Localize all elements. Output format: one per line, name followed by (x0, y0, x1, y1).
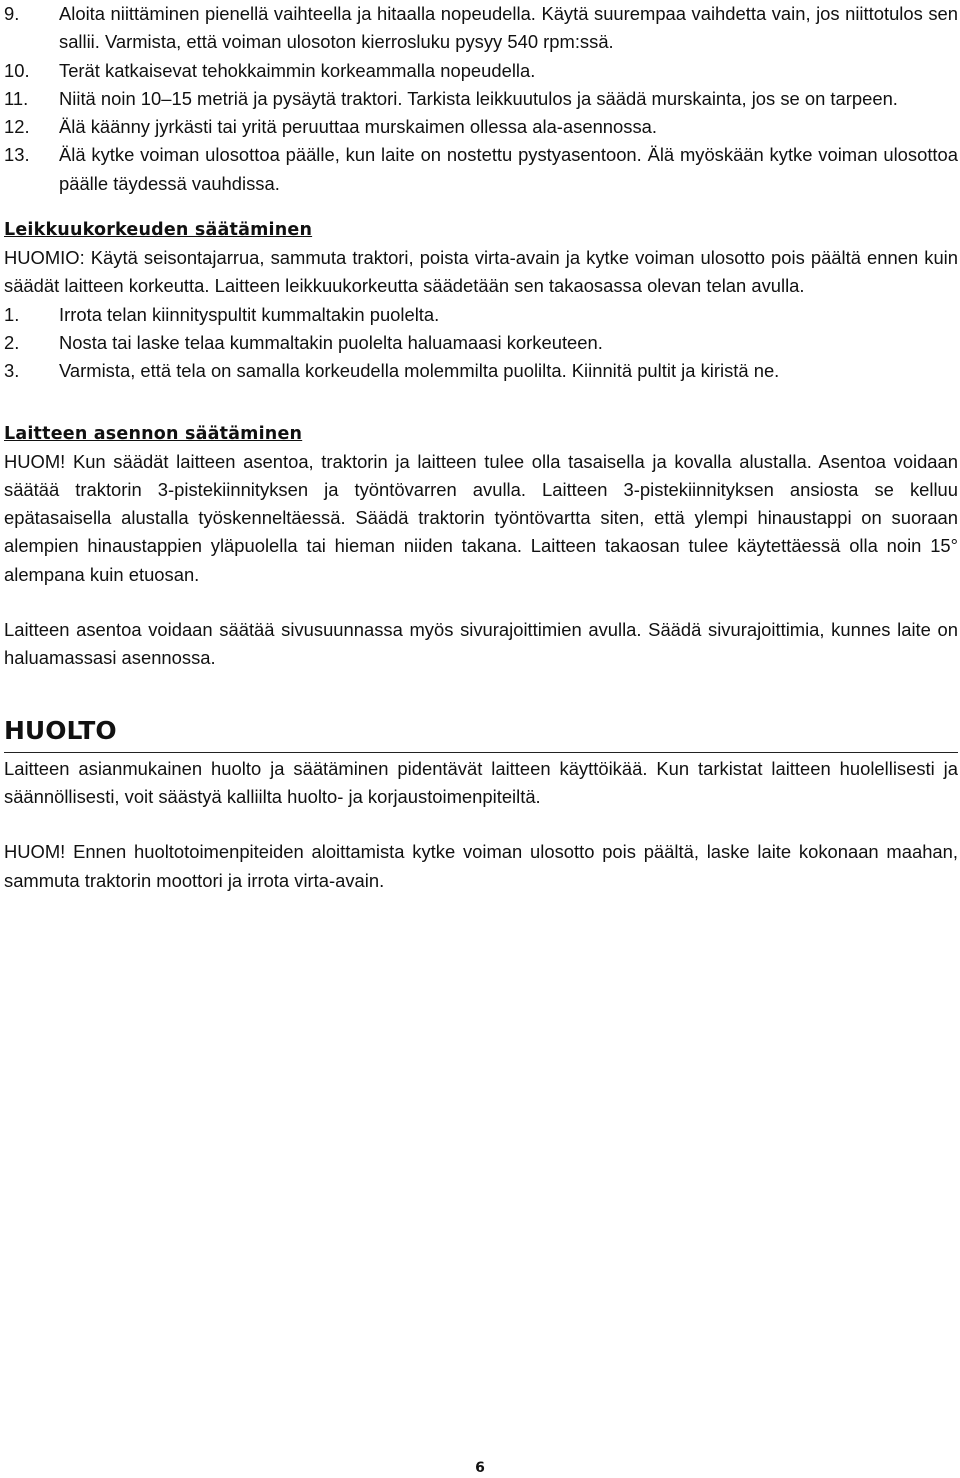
step-text: Terät katkaisevat tehokkaimmin korkeammalla nopeudella. (59, 59, 536, 81)
cut-height-note: HUOMIO: Käytä seisontajarrua, sammuta traktori, poista virta-avain ja kytke voiman ulosotto pois päältä ennen kuin säädät laitteen korkeutta. Laitteen leikkuukorkeutta säädetään sen takaosassa olevan telan avulla. (4, 247, 958, 297)
step-number: 11. (4, 87, 29, 109)
step-text: Älä käänny jyrkästi tai yritä peruuttaa murskaimen ollessa ala-asennossa. (59, 116, 657, 138)
position-paragraph-1: HUOM! Kun säädät laitteen asentoa, traktorin ja laitteen tulee olla tasaisella ja kovalla alustalla. Asentoa voidaan säätää traktorin 3-pistekiinnityksen ja työntövarren avulla. Laitteen 3-pistekiinnityksen ansiosta se kelluu epätasaisella alustalla työskenneltäessä. Säädä traktorin työntövartta siten, että ylempi hinaustappi on suoraan alempien hinaustappien yläpuolella tai hieman niiden takana. Laitteen takaosan tulee käytettäessä olla noin 15° alempana kuin etuosan. (4, 450, 958, 585)
manual-page (4, 0, 958, 895)
step-text: Varmista, että tela on samalla korkeudella molemmilta puolilta. Kiinnitä pultit ja kiristä ne. (59, 360, 780, 382)
step-number: 1. (4, 303, 20, 325)
maintenance-paragraph-2: HUOM! Ennen huoltotoimenpiteiden aloittamista kytke voiman ulosotto pois päältä, laske laite kokonaan maahan, sammuta traktorin moottori ja irrota virta-avain. (4, 841, 958, 891)
list-item (4, 113, 958, 141)
cut-height-section (4, 216, 958, 385)
page-number: 6 (475, 1460, 485, 1476)
position-section (4, 420, 958, 673)
step-number: 9. (4, 3, 20, 24)
list-item (4, 301, 958, 329)
maintenance-section (4, 715, 958, 895)
step-number: 13. (4, 144, 30, 166)
step-text: Aloita niittäminen pienellä vaihteella ja hitaalla nopeudella. Käytä suurempaa vaihdetta vain, jos niittotulos sen sallii. Varmista, että voiman ulosoton kierrosluku pysyy 540 rpm:ssä. (59, 3, 958, 53)
maintenance-heading: HUOLTO (4, 715, 117, 745)
cut-height-heading: Leikkuukorkeuden säätäminen (4, 220, 313, 241)
step-text: Älä kytke voiman ulosottoa päälle, kun laite on nostettu pystyasentoon. Älä myöskään kytke voiman ulosottoa päälle täydessä vauhdissa. (59, 144, 958, 194)
maintenance-paragraph-1: Laitteen asianmukainen huolto ja säätäminen pidentävät laitteen käyttöikää. Kun tarkistat laitteen huolellisesti ja säännöllisesti, voit säästyä kalliilta huolto- ja korjaustoimenpiteiltä. (4, 757, 958, 807)
list-item (4, 141, 958, 198)
list-item (4, 329, 958, 357)
step-number: 3. (4, 360, 20, 382)
position-paragraph-2: Laitteen asentoa voidaan säätää sivusuunnassa myös sivurajoittimien avulla. Säädä sivurajoittimia, kunnes laite on haluamassasi asennossa. (4, 619, 958, 669)
step-text: Niitä noin 10–15 metriä ja pysäytä traktori. Tarkista leikkuutulos ja säädä murskainta, jos se on tarpeen. (59, 87, 898, 109)
operating-steps-list (4, 0, 958, 198)
step-text: Nosta tai laske telaa kummaltakin puolelta haluamaasi korkeuteen. (59, 331, 603, 353)
list-item (4, 0, 958, 57)
step-number: 12. (4, 116, 30, 138)
step-number: 10. (4, 59, 30, 81)
list-item (4, 85, 958, 113)
step-text: Irrota telan kiinnityspultit kummaltakin puolelta. (59, 303, 440, 325)
list-item (4, 357, 958, 385)
position-heading: Laitteen asennon säätäminen (4, 423, 303, 444)
step-number: 2. (4, 331, 20, 353)
list-item (4, 57, 958, 85)
